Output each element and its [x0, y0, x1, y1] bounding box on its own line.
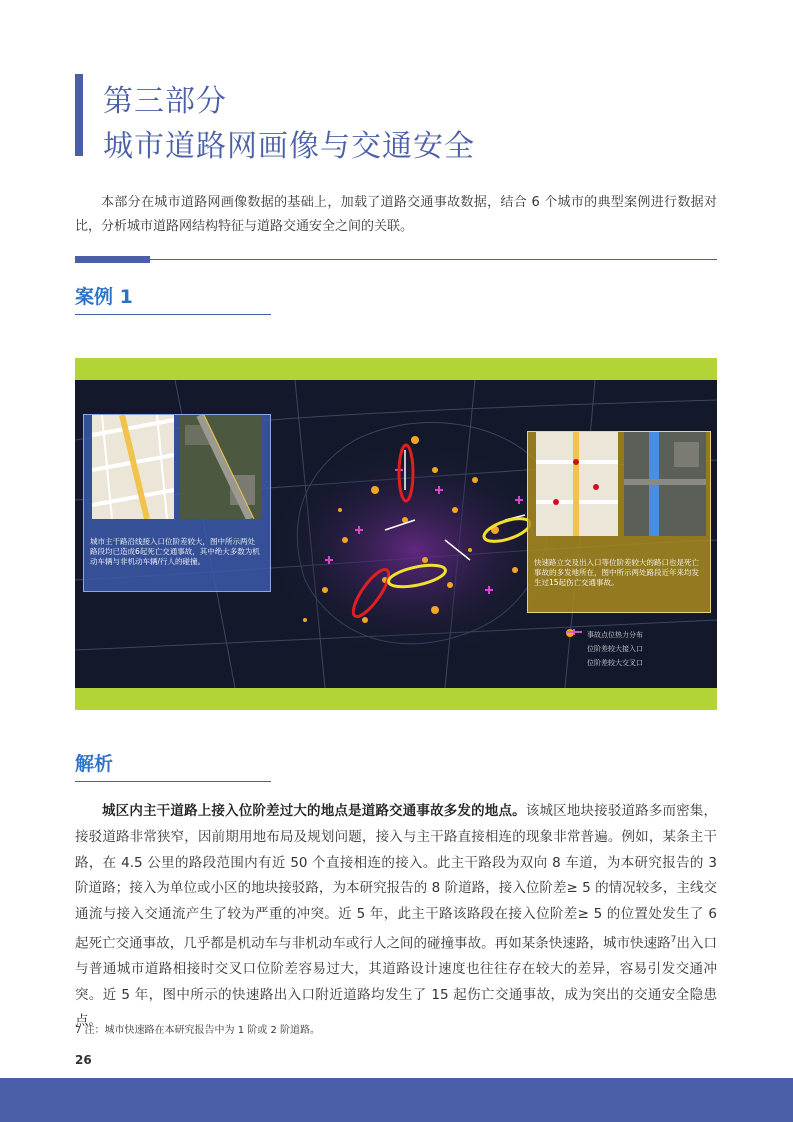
body-text-b: 出入口与普通城市道路相接时交叉口位阶差容易过大，其道路设计速度也往往存在较大的差异，容易引发交通冲突。近 5 年，图中所示的快速路出入口附近道路均发生了 15 起伤亡交通事故，成为突出的交通安全隐患点。 [75, 935, 718, 1029]
accident-heat-map [75, 380, 717, 688]
legend-item: 位阶差较大交叉口 [565, 656, 715, 670]
divider-accent [75, 256, 150, 263]
satellite-thumbnail [624, 432, 706, 536]
section-label: 第三部分 [103, 84, 227, 119]
left-inset-caption: 城市主干路沿线接入口位阶差较大，图中所示两处路段均已造成6起死亡交通事故，其中绝大多数为机动车辆与非机动车辆/行人的碰撞。 [90, 537, 260, 566]
street-map-thumbnail [92, 415, 174, 519]
analysis-heading-underline [75, 781, 271, 782]
footnote: 7 注：城市快速路在本研究报告中为 1 阶或 2 阶道路。 [75, 1025, 320, 1036]
title-accent-bar [75, 74, 83, 156]
footnote-ref: 7 [670, 934, 677, 945]
legend-item: 事故点位热力分布 [565, 628, 715, 642]
page-number: 26 [75, 1053, 92, 1067]
figure-band-top [75, 358, 717, 380]
figure-band-bottom [75, 688, 717, 710]
left-inset-panel [83, 414, 271, 592]
analysis-heading: 解析 [75, 753, 114, 775]
section-title: 城市道路网画像与交通安全 [103, 129, 475, 164]
footer-band [0, 1078, 793, 1122]
analysis-body [75, 799, 717, 1035]
right-inset-panel [527, 431, 711, 613]
map-legend [565, 628, 715, 670]
street-map-thumbnail [536, 432, 618, 536]
intro-paragraph: 本部分在城市道路网画像数据的基础上，加载了道路交通事故数据，结合 6 个城市的典型案例进行数据对比，分析城市道路网结构特征与道路交通安全之间的关联。 [75, 195, 717, 234]
case-heading-underline [75, 314, 271, 315]
satellite-thumbnail [180, 415, 262, 519]
divider-line [75, 259, 717, 260]
legend-item: 位阶差较大接入口 [565, 642, 715, 656]
case-heading: 案例 1 [75, 286, 133, 308]
body-text-a: 该城区地块接驳道路多而密集，接驳道路非常狭窄，因前期用地布局及规划问题，接入与主干路直接相连的现象非常普遍。例如，某条主干路，在 4.5 公里的路段范围内有近 50 个直接相连的接入。此主干路段为双向 8 车道，为本研究报告的 3 阶道路；接入为单位或小区的地块接驳路，为本研究报告的 8 阶道路，接入位阶差≥ 5 的情况较多，主线交通流与接入交通流产生了较为严重的冲突。近 5 年，此主干路该路段在接入位阶差≥ 5 的位置处发生了 6 起死亡交通事故，几乎都是机动车与非机动车或行人之间的碰撞事故。再如某条快速路，城市快速路 [75, 803, 718, 952]
key-finding: 城区内主干道路上接入位阶差过大的地点是道路交通事故多发的地点。 [102, 803, 526, 819]
heat-area [265, 440, 565, 660]
right-inset-caption: 快速路立交及出入口等位阶差较大的路口也是死亡事故的多发地所在，图中所示两处路段近年来均发生过15起伤亡交通事故。 [534, 558, 699, 587]
